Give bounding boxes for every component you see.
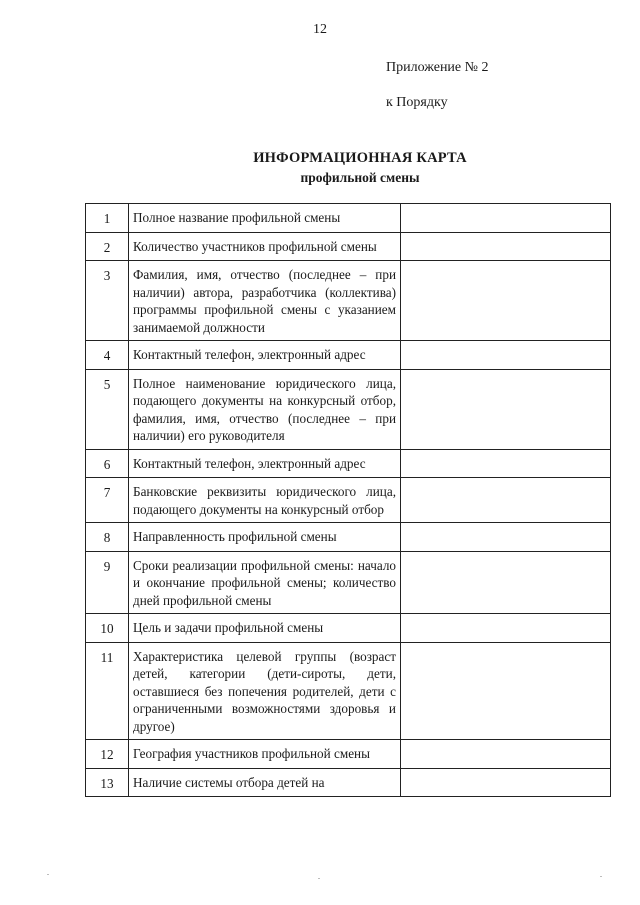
row-number: 6 xyxy=(86,449,129,478)
row-label: Характеристика целевой группы (возраст детей, категории (дети-сироты, дети, оставшиеся без попечения родителей, дети с ограниченными возможностями здоровья и другое) xyxy=(129,642,401,740)
row-number: 3 xyxy=(86,261,129,341)
row-value-cell xyxy=(401,204,611,233)
table-row xyxy=(86,551,611,614)
row-value-cell xyxy=(401,261,611,341)
row-label: Наличие системы отбора детей на xyxy=(129,768,401,797)
appendix-number: Приложение № 2 xyxy=(386,60,489,75)
row-number: 11 xyxy=(86,642,129,740)
row-number: 1 xyxy=(86,204,129,233)
row-value-cell xyxy=(401,449,611,478)
row-number: 10 xyxy=(86,614,129,643)
row-label: Полное наименование юридического лица, подающего документы на конкурсный отбор, фамилия, имя, отчество (последнее – при наличии) его руководителя xyxy=(129,369,401,449)
row-label: Сроки реализации профильной смены: начало и окончание профильной смены; количество дней профильной смены xyxy=(129,551,401,614)
document-title: ИНФОРМАЦИОННАЯ КАРТА xyxy=(253,150,467,166)
row-number: 8 xyxy=(86,523,129,552)
table-row xyxy=(86,642,611,740)
row-value-cell xyxy=(401,478,611,523)
page-number: 12 xyxy=(313,22,327,37)
row-label: Направленность профильной смены xyxy=(129,523,401,552)
row-number: 2 xyxy=(86,232,129,261)
row-value-cell xyxy=(401,341,611,370)
scan-speck xyxy=(47,874,49,875)
scan-speck xyxy=(318,878,320,879)
row-number: 7 xyxy=(86,478,129,523)
row-label: Банковские реквизиты юридического лица, подающего документы на конкурсный отбор xyxy=(129,478,401,523)
scan-speck xyxy=(600,876,602,877)
row-value-cell xyxy=(401,551,611,614)
row-value-cell xyxy=(401,768,611,797)
row-label: Количество участников профильной смены xyxy=(129,232,401,261)
row-value-cell xyxy=(401,232,611,261)
row-label: Фамилия, имя, отчество (последнее – при наличии) автора, разработчика (коллектива) программы профильной смены с указанием занимаемой должности xyxy=(129,261,401,341)
row-number: 12 xyxy=(86,740,129,769)
table-row xyxy=(86,449,611,478)
row-number: 9 xyxy=(86,551,129,614)
table-row xyxy=(86,232,611,261)
table-row xyxy=(86,341,611,370)
row-label: Контактный телефон, электронный адрес xyxy=(129,341,401,370)
row-number: 5 xyxy=(86,369,129,449)
table-row xyxy=(86,740,611,769)
appendix-reference: к Порядку xyxy=(386,95,448,110)
table-row xyxy=(86,614,611,643)
row-value-cell xyxy=(401,614,611,643)
row-value-cell xyxy=(401,523,611,552)
row-label: География участников профильной смены xyxy=(129,740,401,769)
table-row xyxy=(86,204,611,233)
row-label: Цель и задачи профильной смены xyxy=(129,614,401,643)
table-row xyxy=(86,478,611,523)
table-row xyxy=(86,369,611,449)
row-label: Полное название профильной смены xyxy=(129,204,401,233)
table-row xyxy=(86,261,611,341)
table-row xyxy=(86,523,611,552)
row-label: Контактный телефон, электронный адрес xyxy=(129,449,401,478)
row-number: 4 xyxy=(86,341,129,370)
row-value-cell xyxy=(401,740,611,769)
document-subtitle: профильной смены xyxy=(300,170,420,185)
information-card-table xyxy=(85,203,611,797)
row-number: 13 xyxy=(86,768,129,797)
row-value-cell xyxy=(401,369,611,449)
table-row xyxy=(86,768,611,797)
row-value-cell xyxy=(401,642,611,740)
